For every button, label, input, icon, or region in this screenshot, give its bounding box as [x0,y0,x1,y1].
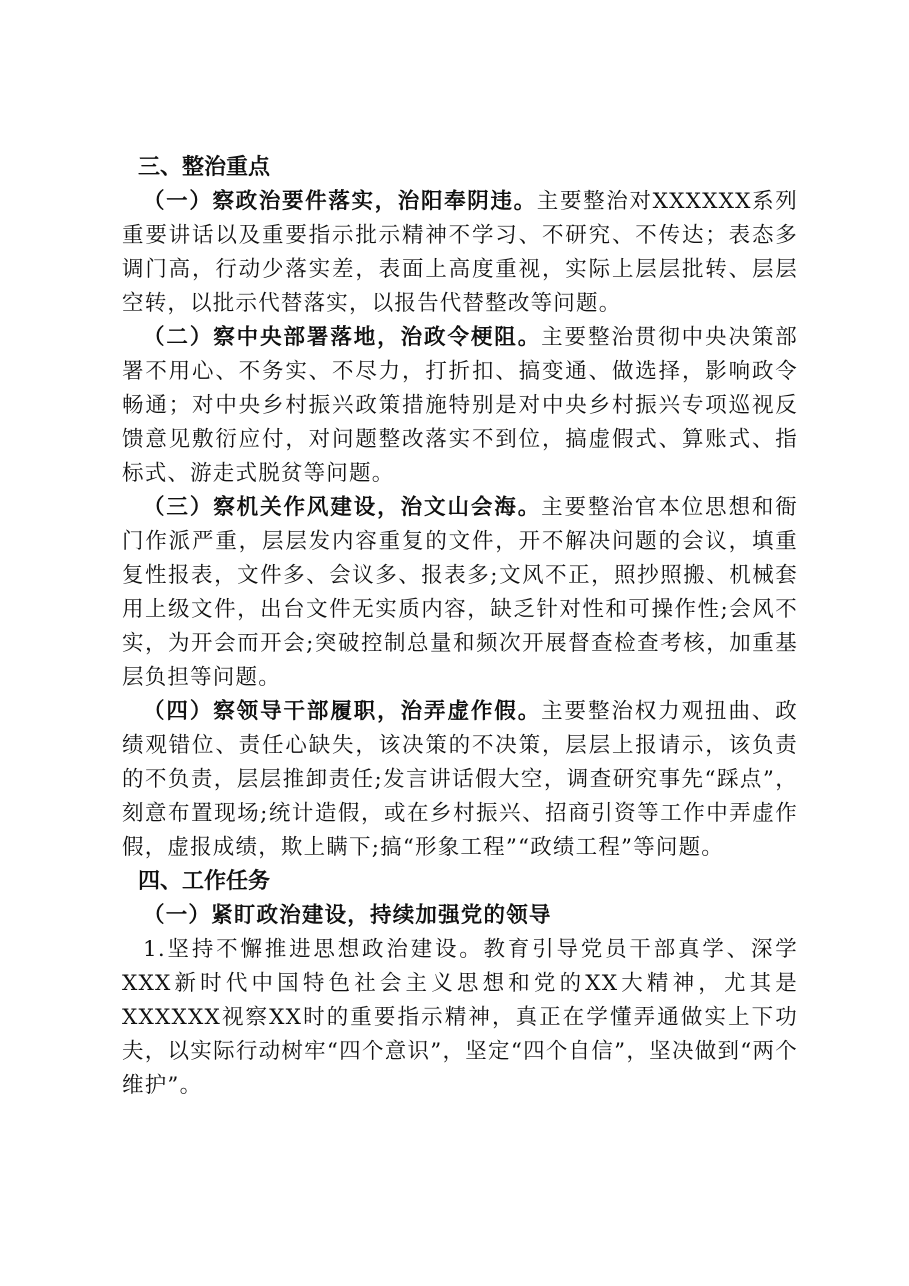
subsection-heading: （一）紧盯政治建设，持续加强党的领导 [143,903,552,928]
paragraph-3-2 [122,321,798,491]
section-heading-3: 三、整治重点 [138,155,271,180]
document-body [122,151,798,1103]
paragraph-lead: （四）察领导干部履职，治弄虚作假。 [143,699,542,724]
paragraph-text: 主要整治权力观扭曲、政绩观错位、责任心缺失，该决策的不决策，层层上报请示，该负责的不负责，层层推卸责任;发言讲话假大空，调查研究事先“踩点”，刻意布置现场;统计造假，或在乡村振兴、招商引资等工作中弄虚作假，虚报成绩，欺上瞒下;搞“形象工程”“政绩工程”等问题。 [122,699,799,860]
paragraph-3-3 [122,491,798,695]
paragraph-text: 主要整治对XXXXXX系列重要讲话以及重要指示批示精神不学习、不研究、不传达；表态多调门高，行动少落实差，表面上高度重视，实际上层层批转、层层空转，以批示代替落实，以报告代替整改等问题。 [122,189,798,316]
paragraph-3-4 [122,695,798,865]
paragraph-text: 主要整治官本位思想和衙门作派严重，层层发内容重复的文件，开不解决问题的会议，填重复性报表，文件多、会议多、报表多;文风不正，照抄照搬、机械套用上级文件，出台文件无实质内容，缺乏针对性和可操作性;会风不实，为开会而开会;突破控制总量和频次开展督查检查考核，加重基层负担等问题。 [122,495,799,690]
paragraph-text: 1.坚持不懈推进思想政治建设。教育引导党员干部真学、深学XXX新时代中国特色社会主义思想和党的XX大精神，尤其是XXXXXX视察XX时的重要指示精神，真正在学懂弄通做实上下功夫，以实际行动树牢“四个意识”，坚定“四个自信”，坚决做到“两个维护”。 [122,937,798,1098]
section-heading-4: 四、工作任务 [138,869,271,894]
paragraph-lead: （一）察政治要件落实，治阳奉阴违。 [143,189,537,214]
paragraph-4-1 [122,933,798,1103]
paragraph-lead: （三）察机关作风建设，治文山会海。 [143,495,542,520]
paragraph-text: 主要整治贯彻中央决策部署不用心、不务实、不尽力，打折扣、搞变通、做选择，影响政令畅通；对中央乡村振兴政策措施特别是对中央乡村振兴专项巡视反馈意见敷衍应付，对问题整改落实不到位，搞虚假式、算账式、指标式、游走式脱贫等问题。 [122,325,799,486]
paragraph-3-1 [122,185,798,321]
paragraph-lead: （二）察中央部署落地，治政令梗阻。 [143,325,542,350]
